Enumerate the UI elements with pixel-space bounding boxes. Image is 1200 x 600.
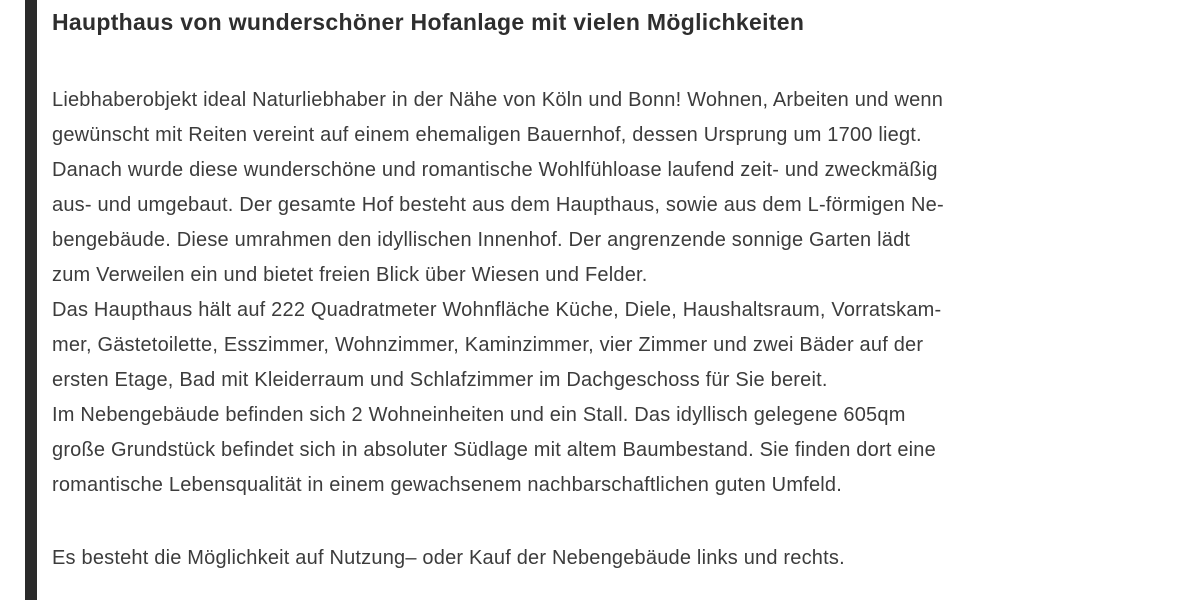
- text-line: zum Verweilen ein und bietet freien Blick über Wiesen und Felder.: [52, 264, 648, 286]
- text-line: mer, Gästetoilette, Esszimmer, Wohnzimmer, Kaminzimmer, vier Zimmer und zwei Bäder auf der: [52, 334, 924, 356]
- left-edge-bar: [25, 0, 37, 600]
- paragraph-hof-beschreibung: [52, 153, 1152, 293]
- paragraph-haupthaus: [52, 293, 1152, 398]
- text-line: Es besteht die Möglichkeit auf Nutzung– oder Kauf der Nebengebäude links und rechts.: [52, 547, 845, 569]
- text-line: aus- und umgebaut. Der gesamte Hof besteht aus dem Haupthaus, sowie aus dem L-förmigen Ne-: [52, 194, 944, 216]
- paragraph-hinweis: [52, 541, 1152, 576]
- text-line: gewünscht mit Reiten vereint auf einem ehemaligen Bauernhof, dessen Ursprung um 1700 liegt.: [52, 124, 922, 146]
- paragraph-nebengebaeude: [52, 398, 1152, 503]
- page-title: Haupthaus von wunderschöner Hofanlage mit vielen Möglichkeiten: [52, 9, 805, 35]
- text-line: Das Haupthaus hält auf 222 Quadratmeter Wohnfläche Küche, Diele, Haushaltsraum, Vorratskam-: [52, 299, 942, 321]
- text-line: Im Nebengebäude befinden sich 2 Wohneinheiten und ein Stall. Das idyllisch gelegene 605qm: [52, 404, 906, 426]
- listing-description: [52, 6, 1152, 576]
- text-line: Danach wurde diese wunderschöne und romantische Wohlfühloase laufend zeit- und zweckmäßig: [52, 159, 938, 181]
- paragraph-intro: [52, 83, 1152, 153]
- text-line: romantische Lebensqualität in einem gewachsenem nachbarschaftlichen guten Umfeld.: [52, 474, 842, 496]
- text-line: große Grundstück befindet sich in absoluter Südlage mit altem Baumbestand. Sie finden dort eine: [52, 439, 936, 461]
- text-line: Liebhaberobjekt ideal Naturliebhaber in der Nähe von Köln und Bonn! Wohnen, Arbeiten und wenn: [52, 89, 944, 111]
- text-line: bengebäude. Diese umrahmen den idyllischen Innenhof. Der angrenzende sonnige Garten lädt: [52, 229, 911, 251]
- text-line: ersten Etage, Bad mit Kleiderraum und Schlafzimmer im Dachgeschoss für Sie bereit.: [52, 369, 828, 391]
